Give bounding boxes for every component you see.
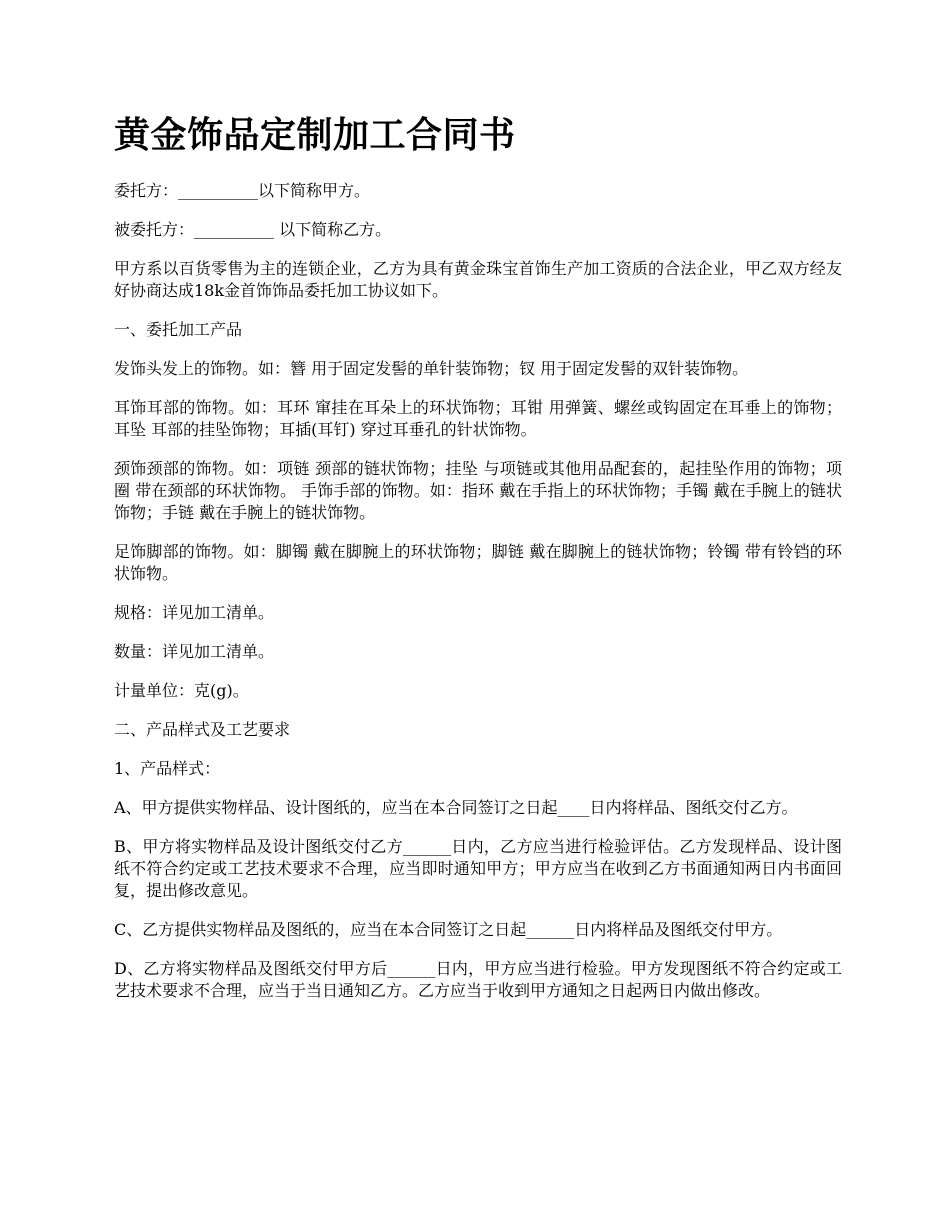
subheading-product-style: 1、产品样式： [114, 759, 221, 778]
paragraph-neck-hand-ornaments: 颈饰颈部的饰物。如：项链 颈部的链状饰物；挂坠 与项链或其他用品配套的，起挂坠作用的饰物；项圈 带在颈部的环状饰物。 手饰手部的饰物。如：指环 戴在手指上的环状饰物；手镯 戴在手腕上的链状饰物；手链 戴在手腕上的链状饰物。 [114, 459, 842, 522]
paragraph-ear-ornaments: 耳饰耳部的饰物。如：耳环 窜挂在耳朵上的环状饰物；耳钳 用弹簧、螺丝或钩固定在耳垂上的饰物；耳坠 耳部的挂坠饰物；耳插(耳钉) 穿过耳垂孔的针状饰物。 [114, 398, 842, 439]
clause-a: A、甲方提供实物样品、设计图纸的，应当在本合同签订之日起____日内将样品、图纸交付乙方。 [114, 798, 798, 817]
paragraph-quantity: 数量：详见加工清单。 [114, 642, 275, 661]
section-heading-products: 一、委托加工产品 [114, 320, 243, 339]
paragraph-foot-ornaments: 足饰脚部的饰物。如：脚镯 戴在脚腕上的环状饰物；脚链 戴在脚腕上的链状饰物；铃镯 带有铃铛的环状饰物。 [114, 542, 842, 583]
document-page [114, 110, 842, 1019]
paragraph-hair-ornaments: 发饰头发上的饰物。如：簪 用于固定发髻的单针装饰物；钗 用于固定发髻的双针装饰物。 [114, 359, 749, 378]
document-title: 黄金饰品定制加工合同书 [114, 115, 516, 156]
clause-d: D、乙方将实物样品及图纸交付甲方后______日内，甲方应当进行检验。甲方发现图纸不符合约定或工艺技术要求不合理，应当于当日通知乙方。乙方应当于收到甲方通知之日起两日内做出修改。 [114, 959, 842, 1000]
paragraph-contractor: 被委托方：__________ 以下简称乙方。 [114, 220, 392, 239]
paragraph-client: 委托方：__________以下简称甲方。 [114, 181, 371, 200]
section-heading-style: 二、产品样式及工艺要求 [114, 720, 291, 739]
paragraph-unit: 计量单位：克(g)。 [114, 681, 249, 700]
paragraph-intro: 甲方系以百货零售为主的连锁企业，乙方为具有黄金珠宝首饰生产加工资质的合法企业，甲乙双方经友好协商达成18k金首饰饰品委托加工协议如下。 [114, 259, 842, 300]
clause-c: C、乙方提供实物样品及图纸的，应当在本合同签订之日起______日内将样品及图纸交付甲方。 [114, 920, 783, 939]
clause-b: B、甲方将实物样品及设计图纸交付乙方______日内，乙方应当进行检验评估。乙方发现样品、设计图纸不符合约定或工艺技术要求不合理，应当即时通知甲方；甲方应当在收到乙方书面通知两日内书面回复，提出修改意见。 [114, 837, 842, 900]
paragraph-specification: 规格：详见加工清单。 [114, 603, 275, 622]
